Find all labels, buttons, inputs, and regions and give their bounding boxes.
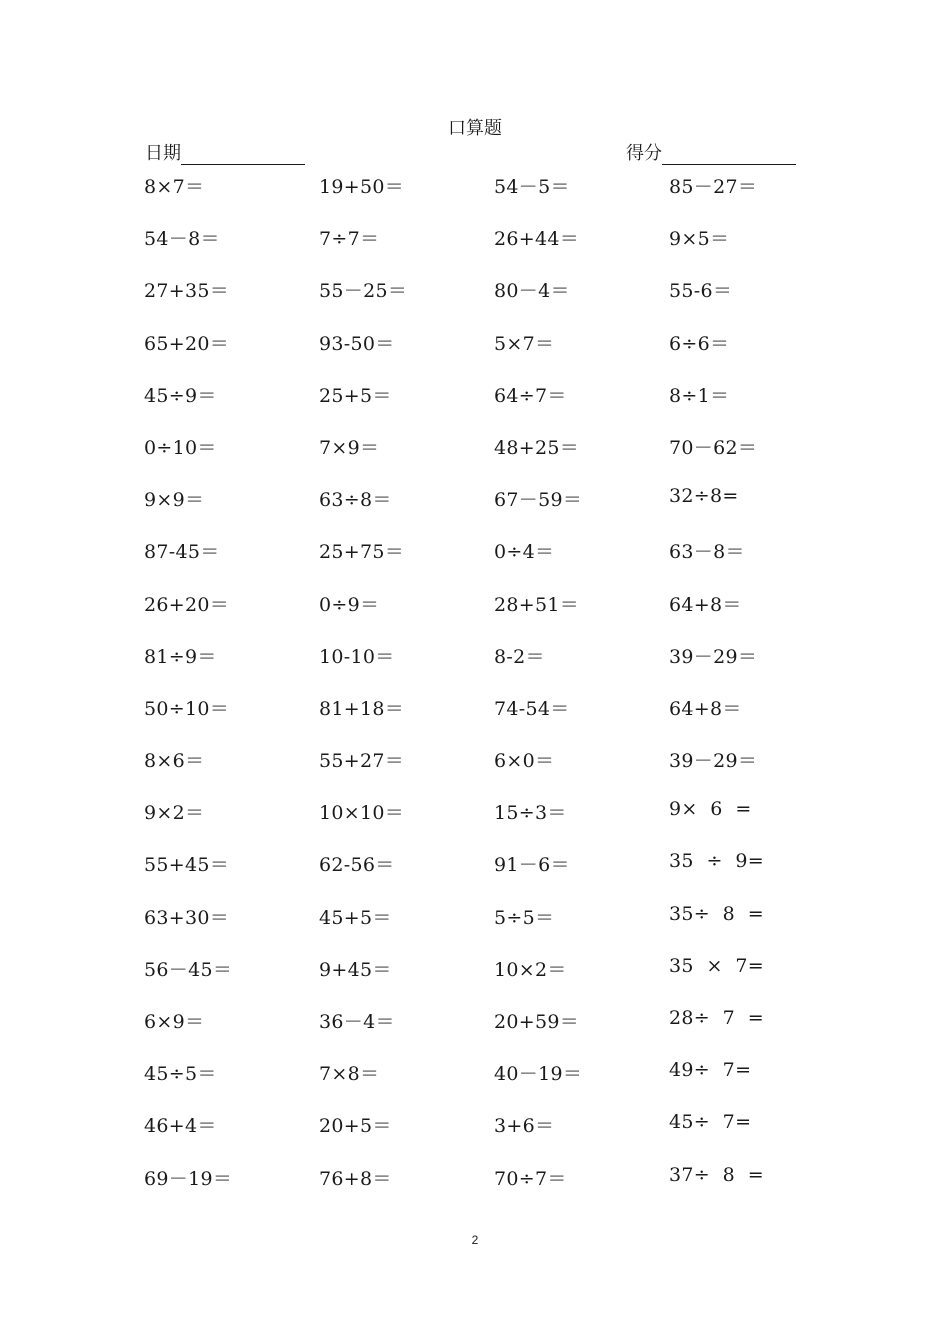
problem-item: 26+44＝ <box>494 228 580 251</box>
problem-item: 26+20＝ <box>144 593 230 616</box>
problem-item: 93-50＝ <box>319 332 395 355</box>
problem-item: 0÷9＝ <box>319 593 380 616</box>
problem-row <box>144 798 844 850</box>
problem-item: 69－19＝ <box>144 1167 233 1190</box>
problem-item: 91－6＝ <box>494 854 570 877</box>
problem-item: 20+5＝ <box>319 1115 392 1138</box>
problem-row <box>144 590 844 642</box>
score-label: 得分 <box>626 143 662 164</box>
problem-item: 35÷ 8 = <box>669 902 764 925</box>
problem-item: 9+45＝ <box>319 958 392 981</box>
problem-row <box>144 1164 844 1216</box>
problem-item: 85－27＝ <box>669 176 758 198</box>
problem-item: 67－59＝ <box>494 489 583 512</box>
problem-item: 63－8＝ <box>669 541 745 564</box>
problem-item: 20+59＝ <box>494 1011 580 1033</box>
problem-item: 80－4＝ <box>494 280 570 303</box>
problem-item: 49÷ 7= <box>669 1059 752 1082</box>
problem-item: 55－25＝ <box>319 280 408 303</box>
problem-item: 35 ÷ 9= <box>669 850 764 873</box>
problem-row <box>144 694 844 746</box>
problem-row <box>144 224 844 276</box>
problem-item: 55+27＝ <box>319 750 405 773</box>
problem-item: 81+18＝ <box>319 697 405 720</box>
problem-item: 40－19＝ <box>494 1063 583 1086</box>
problem-item: 27+35＝ <box>144 280 230 303</box>
page-number: 2 <box>471 1233 479 1247</box>
problem-item: 70÷7＝ <box>494 1167 567 1190</box>
problem-item: 25+5＝ <box>319 384 392 407</box>
problem-row <box>144 433 844 485</box>
problem-item: 81÷9＝ <box>144 645 217 668</box>
problem-item: 54－8＝ <box>144 228 220 251</box>
problem-item: 10×10＝ <box>319 802 405 825</box>
problem-item: 8×7＝ <box>144 176 205 198</box>
problem-item: 39－29＝ <box>669 750 758 773</box>
problem-item: 56－45＝ <box>144 958 233 981</box>
problem-item: 55-6＝ <box>669 280 733 303</box>
problem-item: 46+4＝ <box>144 1115 217 1138</box>
problem-item: 48+25＝ <box>494 436 580 459</box>
problem-row <box>144 172 844 224</box>
problem-item: 50÷10＝ <box>144 697 230 720</box>
problem-item: 8÷1＝ <box>669 384 730 407</box>
problem-item: 45÷ 7= <box>669 1111 752 1134</box>
problem-item: 64+8＝ <box>669 697 742 720</box>
problem-item: 76+8＝ <box>319 1167 392 1190</box>
problem-item: 15÷3＝ <box>494 802 567 825</box>
date-field[interactable] <box>145 139 305 165</box>
problem-item: 74-54＝ <box>494 697 570 720</box>
problem-item: 10-10＝ <box>319 645 395 668</box>
problem-item: 45+5＝ <box>319 906 392 929</box>
problem-row <box>144 746 844 798</box>
problem-item: 8×6＝ <box>144 750 205 773</box>
problem-item: 37÷ 8 = <box>669 1163 764 1186</box>
problem-item: 39－29＝ <box>669 645 758 668</box>
problem-row <box>144 903 844 955</box>
problem-item: 63÷8＝ <box>319 489 392 512</box>
problem-item: 28+51＝ <box>494 593 580 616</box>
problem-row <box>144 537 844 589</box>
problem-item: 25+75＝ <box>319 541 405 564</box>
problem-grid <box>144 172 844 1216</box>
problem-row <box>144 276 844 328</box>
problem-item: 70－62＝ <box>669 436 758 459</box>
problem-row <box>144 485 844 537</box>
problem-item: 8-2＝ <box>494 645 545 668</box>
problem-row <box>144 1111 844 1163</box>
page-title: 口算题 <box>448 118 502 139</box>
problem-item: 7÷7＝ <box>319 228 380 251</box>
problem-item: 64+8＝ <box>669 593 742 616</box>
problem-item: 65+20＝ <box>144 332 230 355</box>
problem-item: 9×5＝ <box>669 228 730 251</box>
problem-item: 5×7＝ <box>494 332 555 355</box>
problem-item: 0÷10＝ <box>144 436 217 459</box>
problem-row <box>144 955 844 1007</box>
problem-item: 45÷9＝ <box>144 384 217 407</box>
score-blank-line[interactable] <box>662 144 796 165</box>
problem-item: 19+50＝ <box>319 176 405 198</box>
problem-item: 6×0＝ <box>494 750 555 773</box>
problem-row <box>144 381 844 433</box>
problem-item: 9×2＝ <box>144 802 205 825</box>
problem-row <box>144 1059 844 1111</box>
problem-row <box>144 1007 844 1059</box>
problem-item: 6÷6＝ <box>669 332 730 355</box>
problem-item: 7×9＝ <box>319 436 380 459</box>
problem-item: 7×8＝ <box>319 1063 380 1086</box>
score-field[interactable] <box>626 139 796 165</box>
date-blank-line[interactable] <box>181 144 305 165</box>
problem-item: 55+45＝ <box>144 854 230 877</box>
problem-item: 54－5＝ <box>494 176 570 198</box>
problem-row <box>144 642 844 694</box>
problem-item: 6×9＝ <box>144 1011 205 1033</box>
problem-item: 0÷4＝ <box>494 541 555 564</box>
problem-item: 9×9＝ <box>144 489 205 512</box>
problem-item: 36－4＝ <box>319 1011 395 1033</box>
problem-item: 62-56＝ <box>319 854 395 877</box>
date-label: 日期 <box>145 143 181 164</box>
problem-item: 28÷ 7 = <box>669 1007 764 1029</box>
problem-item: 9× 6 = <box>669 798 752 821</box>
problem-item: 87-45＝ <box>144 541 220 564</box>
problem-item: 10×2＝ <box>494 958 567 981</box>
problem-item: 63+30＝ <box>144 906 230 929</box>
problem-row <box>144 329 844 381</box>
problem-item: 32÷8= <box>669 485 739 508</box>
problem-item: 45÷5＝ <box>144 1063 217 1086</box>
problem-row <box>144 850 844 902</box>
problem-item: 35 × 7= <box>669 954 764 977</box>
problem-item: 5÷5＝ <box>494 906 555 929</box>
problem-item: 64÷7＝ <box>494 384 567 407</box>
problem-item: 3+6＝ <box>494 1115 555 1138</box>
